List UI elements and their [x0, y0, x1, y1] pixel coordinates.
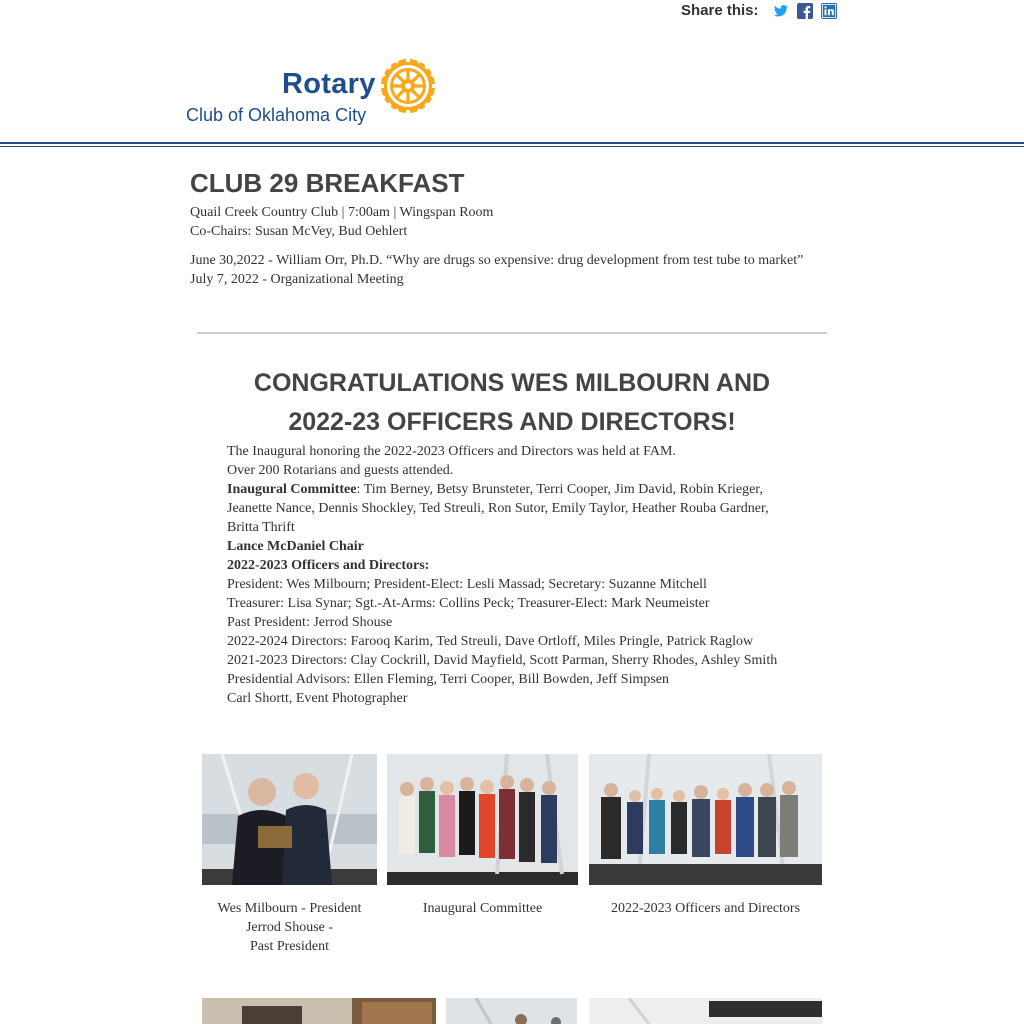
- officers-line: Carl Shortt, Event Photographer: [227, 691, 408, 706]
- committee-label: Inaugural Committee: [227, 482, 357, 497]
- caption-line: Wes Milbourn - President: [217, 901, 362, 916]
- rotary-wheel-icon: [378, 56, 438, 116]
- header-rule: [0, 142, 1024, 144]
- intro-line: The Inaugural honoring the 2022-2023 Officers and Directors was held at FAM.: [227, 444, 676, 459]
- officers-line: Presidential Advisors: Ellen Fleming, Terri Cooper, Bill Bowden, Jeff Simpsen: [227, 672, 670, 687]
- congrats-title-line1: CONGRATULATIONS WES MILBOURN AND: [253, 369, 771, 397]
- committee-chair: Lance McDaniel Chair: [227, 539, 364, 554]
- officers-line: Past President: Jerrod Shouse: [227, 615, 393, 630]
- photo-bottom-3[interactable]: [589, 998, 822, 1024]
- officers-line: 2021-2023 Directors: Clay Cockrill, David Mayfield, Scott Parman, Sherry Rhodes, Ashley Smith: [227, 653, 778, 668]
- committee-line: [227, 482, 763, 498]
- share-bar: [681, 2, 845, 19]
- officers-line: 2022-2024 Directors: Farooq Karim, Ted Streuli, Dave Ortloff, Miles Pringle, Patrick Raglow: [227, 634, 754, 649]
- caption-line: Jerrod Shouse -: [245, 920, 334, 935]
- photo-caption-committee: Inaugural Committee: [422, 901, 543, 916]
- logo-club-name: Club of Oklahoma City: [186, 105, 367, 125]
- caption-line: Past President: [250, 939, 329, 954]
- breakfast-title: CLUB 29 BREAKFAST: [190, 168, 465, 198]
- officers-line: Treasurer: Lisa Synar; Sgt.-At-Arms: Collins Peck; Treasurer-Elect: Mark Neumeister: [227, 596, 710, 611]
- photo-caption-officers: 2022-2023 Officers and Directors: [610, 901, 801, 916]
- linkedin-icon[interactable]: [821, 3, 837, 19]
- breakfast-location: Quail Creek Country Club | 7:00am | Wingspan Room: [190, 205, 494, 220]
- photo-bottom-1[interactable]: [202, 998, 436, 1024]
- congrats-title-line2: 2022-23 OFFICERS AND DIRECTORS!: [288, 408, 736, 436]
- rotary-logo[interactable]: [186, 56, 446, 132]
- photo-committee[interactable]: [387, 754, 578, 885]
- officers-line: President: Wes Milbourn; President-Elect: Lesli Massad; Secretary: Suzanne Mitchell: [227, 577, 707, 592]
- committee-members: : Tim Berney, Betsy Brunsteter, Terri Cooper, Jim David, Robin Krieger,: [356, 482, 763, 497]
- intro-line: Over 200 Rotarians and guests attended.: [227, 463, 454, 478]
- breakfast-event: July 7, 2022 - Organizational Meeting: [190, 272, 404, 287]
- committee-line: Britta Thrift: [227, 520, 295, 535]
- header-rule-thin: [0, 146, 1024, 147]
- share-label: Share this:: [681, 2, 759, 19]
- photo-caption-president: [202, 899, 377, 956]
- twitter-icon[interactable]: [773, 3, 789, 19]
- photo-officers[interactable]: [589, 754, 822, 885]
- committee-line: Jeanette Nance, Dennis Shockley, Ted Streuli, Ron Sutor, Emily Taylor, Heather Rouba Gardner,: [227, 501, 769, 516]
- facebook-icon[interactable]: [797, 3, 813, 19]
- section-divider: [197, 332, 827, 334]
- breakfast-cochairs: Co-Chairs: Susan McVey, Bud Oehlert: [190, 224, 408, 239]
- logo-wordmark: Rotary: [282, 68, 376, 100]
- breakfast-event: June 30,2022 - William Orr, Ph.D. “Why are drugs so expensive: drug development from test tube to market”: [190, 253, 804, 268]
- photo-president[interactable]: [202, 754, 377, 885]
- photo-bottom-2[interactable]: [446, 998, 577, 1024]
- officers-label: 2022-2023 Officers and Directors:: [227, 558, 430, 573]
